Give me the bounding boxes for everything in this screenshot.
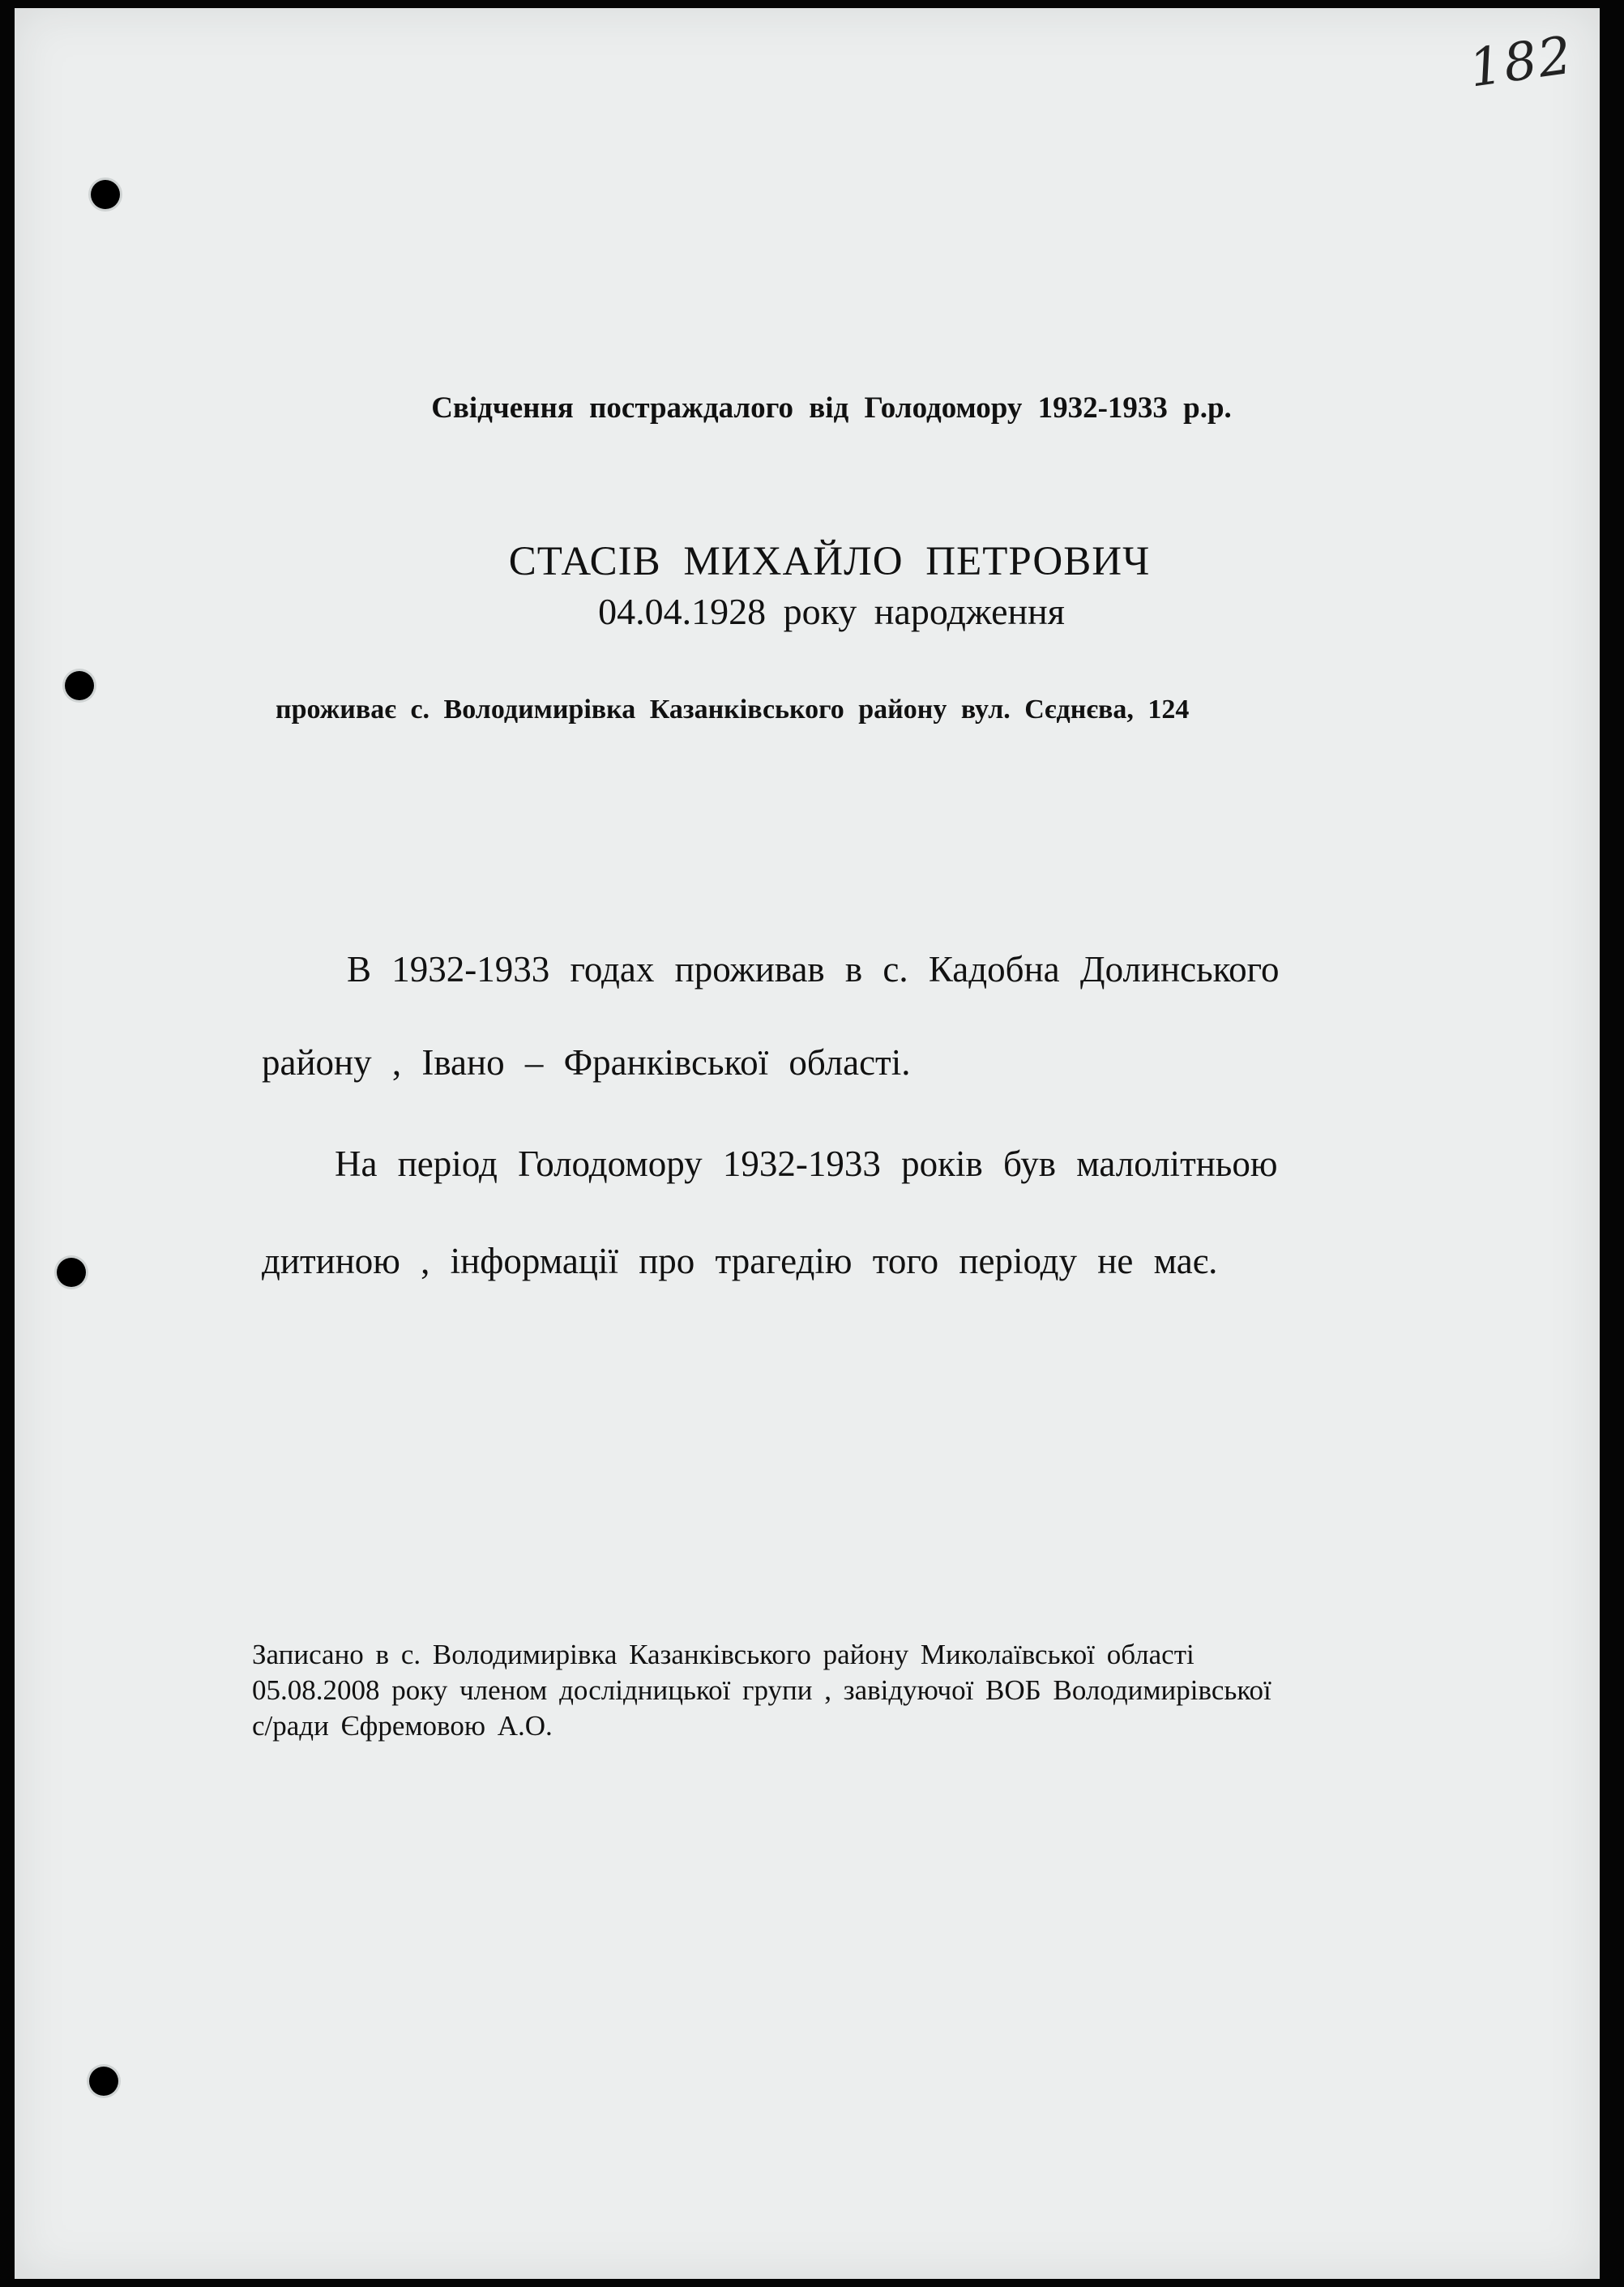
punch-hole: [57, 1258, 86, 1287]
person-name: СТАСІВ МИХАЙЛО ПЕТРОВИЧ: [508, 539, 1151, 584]
testimony-line: На період Голодомору 1932-1933 років був малолітньою: [335, 1144, 1278, 1184]
handwritten-page-number: 182: [1465, 25, 1577, 100]
document-heading: Свідчення постраждалого від Голодомору 1932-1933 р.р.: [431, 391, 1232, 425]
birth-date: 04.04.1928 року народження: [598, 591, 1065, 632]
testimony-line: дитиною , інформації про трагедію того періоду не має.: [262, 1241, 1218, 1281]
punch-hole: [91, 180, 120, 209]
recorded-line: 05.08.2008 року членом дослідницької групи , завідуючої ВОБ Володимирівської: [252, 1674, 1271, 1706]
testimony-line: району , Івано – Франківської області.: [262, 1042, 911, 1083]
punch-hole: [89, 2067, 118, 2096]
recorded-line: Записано в с. Володимирівка Казанківського району Миколаївської області: [252, 1639, 1194, 1670]
document-page: [15, 8, 1600, 2279]
punch-hole: [65, 671, 94, 700]
testimony-line: В 1932-1933 годах проживав в с. Кадобна Долинського: [347, 949, 1280, 990]
residence-address: проживає с. Володимирівка Казанківського району вул. Сєднєва, 124: [276, 695, 1190, 725]
recorded-line: с/ради Єфремовою А.О.: [252, 1710, 553, 1742]
recorded-note: [252, 1637, 1271, 1744]
